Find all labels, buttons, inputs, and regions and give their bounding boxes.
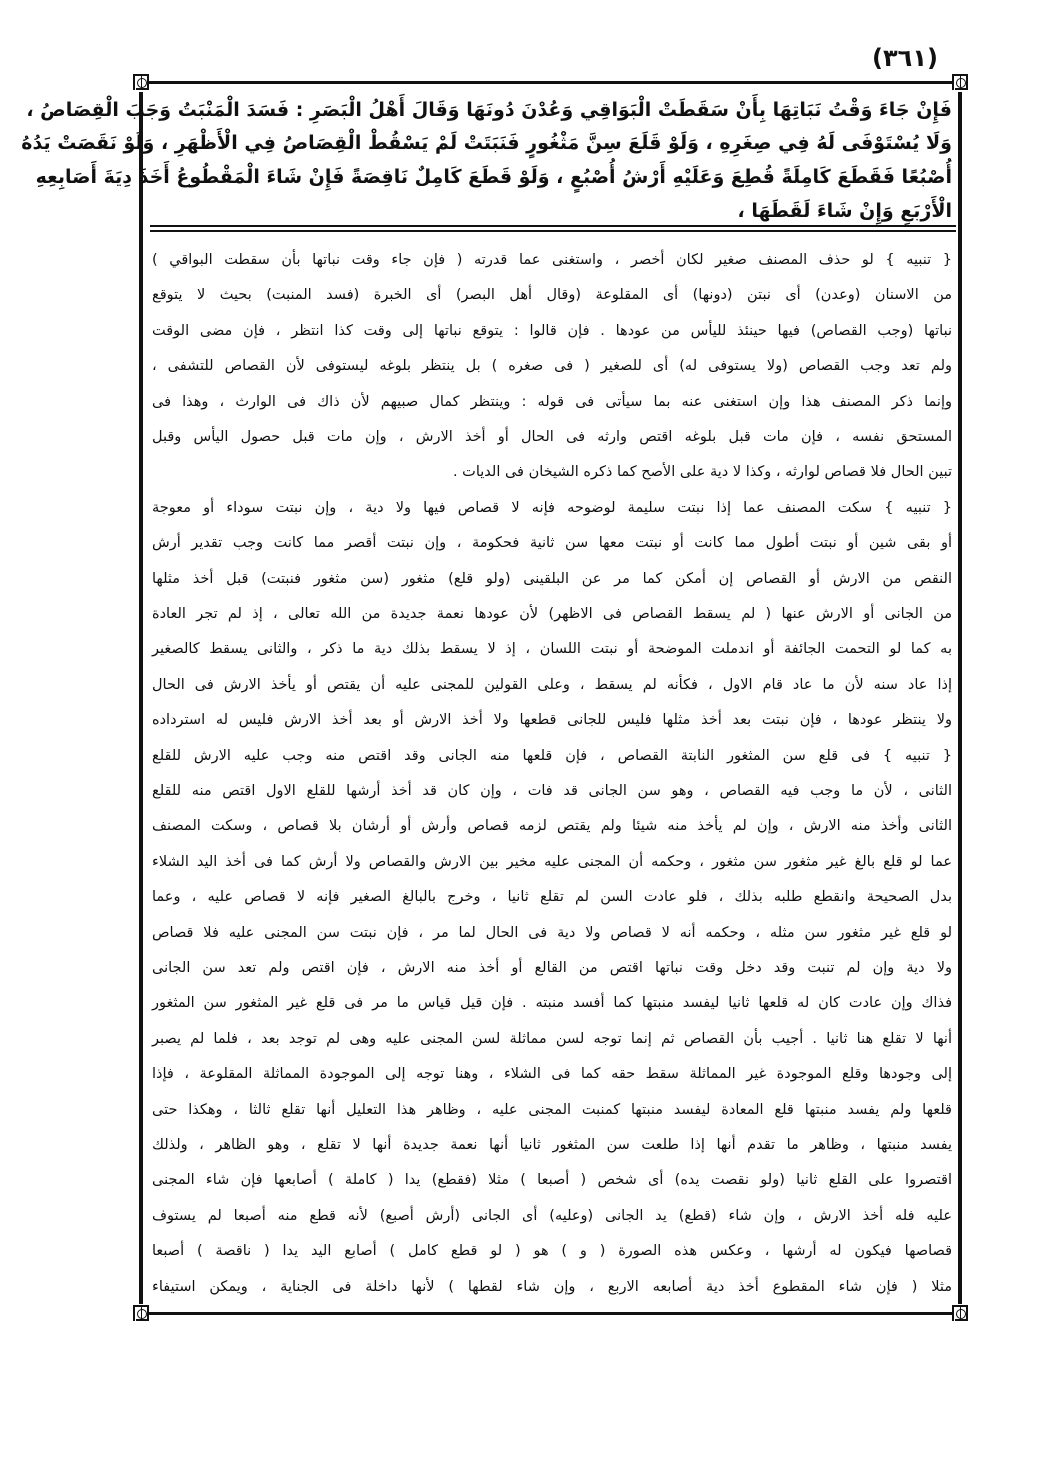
commentary-line: { تنبيه } لو حذف المصنف صغير لكان أخصر ، واستغنى عما قدرته ( فإن جاء وقت نباتها بأن سقطت البواقي ) <box>152 252 952 268</box>
frame-right-border <box>958 92 962 1304</box>
main-text-line: أُصْبُعًا فَقَطَعَ كَامِلَةً قُطِعَ وَعَلَيْهِ أَرْشُ أُصْبُعٍ ، وَلَوْ قَطَعَ كَامِلٌ نَاقِصَةً فَإِنْ شَاءَ الْمَقْطُوعُ أَخَذَ دِيَةَ أَصَابِعِهِ <box>35 166 952 188</box>
commentary-line: يفسد منبتها ، وظاهر ما تقدم أنها إذا طلعت سن المثغور ثانيا أنها نعمة جديدة أنها لا تقلع ، وهو الظاهر ، ولذلك <box>152 1137 952 1153</box>
commentary-line: المستحق نفسه ، فإن مات قبل بلوغه اقتص وارثه فى الحال أو أخذ الارش ، وإن مات قبل حصول اليأس وقبل <box>152 429 952 445</box>
page-number: (٣٦١) <box>872 44 938 72</box>
commentary-line: به كما لو التحمت الجائفة أو اندملت الموضحة أو نبتت اللسان ، إذ لا يسقط بذلك دية ما ذكر ، والثانى يسقط كالصغير <box>152 641 952 658</box>
commentary-line: وإنما ذكر المصنف هذا وإن استغنى عنه بما سيأتى فى قوله : وينتظر كمال صبيهم لأن ذاك فى الوارث ، وهذا فى <box>152 393 952 410</box>
main-text-line: فَإِنْ جَاءَ وَقْتُ نَبَاتِهَا بِأَنْ سَقَطَتْ الْبَوَاقِي وَعُدْنَ دُونَهَا وَقَالَ أَهْلُ الْبَصَرِ : فَسَدَ الْمَنْبَتُ وَجَبَ الْقِصَاصُ ، <box>26 99 952 121</box>
main-text-line: الْأَرْبَعِ وَإِنْ شَاءَ لَقَطَهَا ، <box>737 200 952 222</box>
commentary-line: ولم تعد وجب القصاص (ولا يستوفى له) أى للصغير ( فى صغره ) بل ينتظر بلوغه ليستوفى لأن القصاص للتشفى ، <box>152 358 952 375</box>
commentary-line: من الاسنان (وعدن) أى نبتن (دونها) أى المقلوعة (وقال أهل البصر) أى الخبرة (فسد المنبت) بحيث لا يتوقع <box>152 287 952 304</box>
commentary-line: أنها لا تقلع هنا ثانيا . أجيب بأن القصاص ثم إنما توجه لسن مماثلة لسن المجنى عليه وهى لم توجد بعد ، فلما لم يصبر <box>152 1030 952 1047</box>
commentary-line: بدل الصحيحة وانقطع طلبه بذلك ، فلو عادت السن لم تقلع ثانيا ، وخرج بالبالغ الصغير فإنه لا قصاص عليه ، وعما <box>152 889 952 906</box>
commentary-line: الثانى وأخذ منه الارش ، وإن لم يأخذ منه شيئا ولم يقتص لزمه قصاص وأرش أو أرشان بلا قصاص ، وسكت المصنف <box>152 818 952 835</box>
commentary-line: أو بقى شين أو نبتت أطول مما كانت أو نبتت معها سن ثانية فحكومة ، وإن نبتت أقصر مما كانت وجب تقدير أرش <box>152 535 952 552</box>
commentary-line: ولا دية وإن لم تنبت وقد دخل وقت نباتها اقتص من القالع أو أخذ منه الارش ، فإن اقتص ولم تعد سن الجانى <box>152 960 952 976</box>
commentary-line: { تنبيه } فى قلع سن المثغور النابتة القصاص ، فإن قلعها منه الجانى وقد اقتص منه وجب عليه الارش للقلع <box>152 747 952 764</box>
commentary-line: عما لو قلع بالغ غير مثغور سن مثغور ، وحكمه أن المجنى عليه مخير بين الارش والقصاص ولا أرش كما فى أخذ اليد الشلاء <box>152 853 952 870</box>
corner-ornament-icon <box>133 1305 149 1321</box>
corner-ornament-icon <box>952 1305 968 1321</box>
commentary-line: إذا عاد سنه لأن ما عاد قام الاول ، فكأنه لم يسقط ، وعلى القولين للمجنى عليه أن يقتص أو يأخذ الارش فى الحال <box>152 676 952 693</box>
frame-top-rule <box>148 81 960 84</box>
commentary-line: الثانى ، لأن ما وجب فيه القصاص ، وهو سن الجانى قد فات ، وإن كان قد أخذ أرشها للقلع الاول اقتص منه للقلع <box>152 783 952 799</box>
commentary-line: إلى وجودها وقلع الموجودة غير المماثلة سقط حقه كما فى الشلاء ، وهنا توجه إلى الموجودة المماثلة المقلوعة ، فإذا <box>152 1066 952 1083</box>
commentary-line: من الجانى أو الارش عنها ( لم يسقط القصاص فى الاظهر) لأن عودها نعمة جديدة من الله تعالى ، إذ لم تجر العادة <box>152 606 952 622</box>
commentary-line: اقتصروا على القلع ثانيا (ولو نقصت يده) أى شخص ( أصبعا ) مثلا (فقطع) يدا ( كاملة ) أصابعها فإن شاء المجنى <box>152 1172 952 1189</box>
commentary-line: قلعها ولم يفسد منبتها قلع المعادة ليفسد منبتها كمنبت المجنى عليه ، وظاهر هذا التعليل أنها تقلع ثالثا ، وهكذا حتى <box>152 1101 952 1118</box>
commentary-line: عليه فله أخذ الارش ، وإن شاء (قطع) يد الجانى (وعليه) أى الجانى (أرش أصبع) لأنه قطع منه أصبعا لم يستوف <box>152 1207 952 1224</box>
frame-bottom-rule <box>148 1312 960 1315</box>
commentary-line: النقص من الارش أو القصاص إن أمكن كما مر عن البلقينى (ولو قلع) مثغور (سن مثغور فنبتت) قبل أخذ مثلها <box>152 570 952 587</box>
commentary-line: فذاك وإن عادت كان له قلعها ثانيا ليفسد منبتها كما أفسد منبته . فإن قيل قياس ما مر فى قلع غير المثغور سن المثغور <box>152 995 952 1012</box>
section-divider <box>150 230 956 232</box>
corner-ornament-icon <box>952 74 968 90</box>
commentary-line: نباتها (وجب القصاص) فيها حينئذ لليأس من عودها . فإن قالوا : يتوقع نباتها إلى وقت كذا انتظر ، فإن مضى الوقت <box>152 322 952 339</box>
commentary-line: { تنبيه } سكت المصنف عما إذا نبتت سليمة لوضوحه فإنه لا قصاص فيها ولا دية ، وإن نبتت سوداء أو معوجة <box>152 499 952 516</box>
commentary-line: قصاصها فيكون له أرشها ، وعكس هذه الصورة ( و ) هو ( لو قطع كامل ) أصابع اليد يدا ( ناقصة ) أصبعا <box>152 1243 952 1260</box>
commentary-line: تبين الحال فلا قصاص لوارثه ، وكذا لا دية على الأصح كما ذكره الشيخان فى الديات . <box>452 464 952 481</box>
commentary-line: ولا ينتظر عودها ، فإن نبتت بعد أخذ مثلها فليس للجانى قطعها ولا أخذ الارش أو بعد أخذ الارش فليس له استرداده <box>152 712 952 729</box>
main-text-line: وَلَا يُسْتَوْفَى لَهُ فِي صِغَرِهِ ، وَلَوْ قَلَعَ سِنَّ مَثْغُورٍ فَنَبَتَتْ لَمْ يَسْقُطْ الْقِصَاصُ فِي الْأَظْهَرِ ، وَلَوْ نَقَصَتْ يَدُهُ <box>21 132 952 154</box>
commentary-line: لو قلع غير مثغور سن مثله ، وحكمه أنه لا قصاص ولا دية فى الحال لما مر ، فإن نبتت سن المجنى عليه فلا قصاص <box>152 924 952 941</box>
corner-ornament-icon <box>133 74 149 90</box>
frame-left-border <box>139 92 143 1304</box>
commentary-line: مثلا ( فإن شاء المقطوع أخذ دية أصابعه الاربع ، وإن شاء لقطها ) لأنها داخلة فى الجناية ، ويمكن استيفاء <box>152 1278 952 1295</box>
